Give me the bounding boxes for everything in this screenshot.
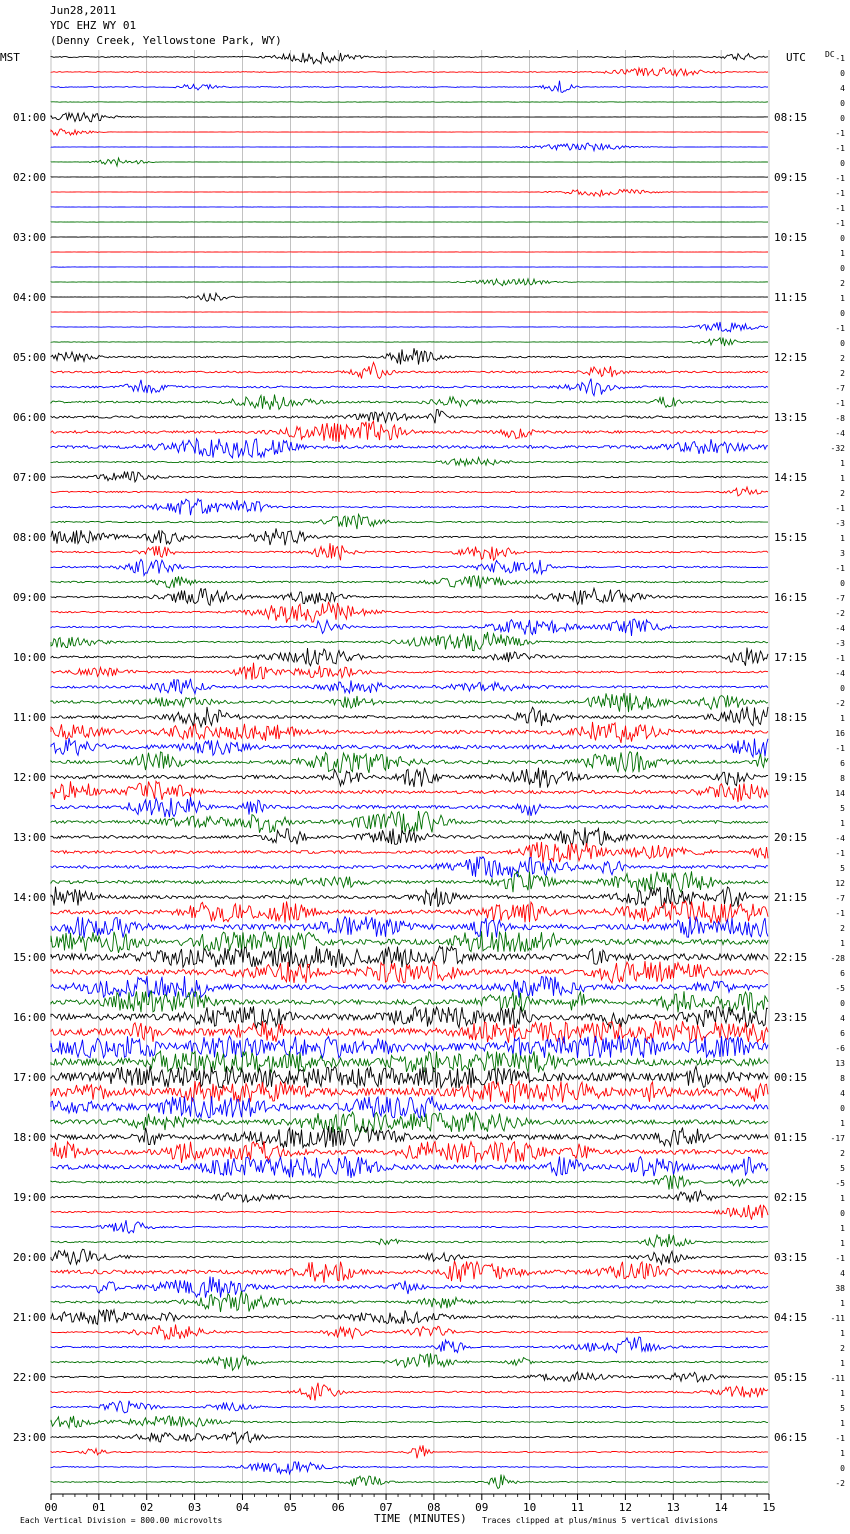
dc-offset-value: 0 (840, 159, 845, 168)
trace-row-23 (51, 395, 768, 410)
dc-offset-value: 13 (835, 1059, 845, 1068)
dc-offset-value: 0 (840, 1209, 845, 1218)
x-tick-label: 12 (618, 1501, 633, 1514)
trace-row-21 (51, 362, 768, 378)
trace-row-30 (51, 499, 768, 515)
dc-offset-value: -28 (830, 954, 845, 963)
utc-hour-label: 17:15 (774, 651, 808, 664)
dc-offset-value: -3 (835, 639, 845, 648)
trace-row-32 (51, 528, 768, 545)
x-tick-label: 03 (187, 1501, 202, 1514)
dc-offset-value: 1 (840, 1224, 845, 1233)
dc-offset-value: 5 (840, 804, 845, 813)
utc-hour-label: 19:15 (774, 771, 808, 784)
trace-row-51 (51, 811, 768, 833)
dc-offset-value: 0 (840, 309, 845, 318)
utc-hour-label: 20:15 (774, 831, 808, 844)
trace-row-50 (51, 797, 768, 817)
dc-offset-value: -4 (835, 834, 845, 843)
mst-hour-label: 15:00 (13, 951, 47, 964)
dc-offset-value: -8 (835, 414, 845, 423)
trace-row-57 (51, 901, 768, 923)
trace-row-29 (51, 487, 768, 496)
trace-row-67 (51, 1051, 768, 1073)
mst-hour-label: 19:00 (13, 1191, 47, 1204)
dc-offset-value: -1 (835, 654, 845, 663)
dc-offset-value: -7 (835, 384, 845, 393)
dc-offset-value: 6 (840, 1029, 845, 1038)
dc-offset-value: 0 (840, 339, 845, 348)
dc-offset-value: -4 (835, 429, 845, 438)
clip-note: Traces clipped at plus/minus 5 vertical divisions (482, 1516, 719, 1525)
dc-offset-value: -1 (835, 744, 845, 753)
dc-offset-value: -2 (835, 609, 845, 618)
dc-offset-value: -1 (835, 1434, 845, 1443)
dc-offset-value: -32 (830, 444, 845, 453)
trace-row-15 (51, 279, 768, 286)
dc-offset-value: 0 (840, 99, 845, 108)
utc-hour-label: 13:15 (774, 411, 808, 424)
trace-row-45 (51, 722, 768, 743)
trace-row-9 (51, 189, 768, 196)
dc-offset-value: -17 (830, 1134, 845, 1143)
dc-offset-value: 1 (840, 1389, 845, 1398)
dc-offset-value: -4 (835, 669, 845, 678)
dc-offset-value: -1 (835, 849, 845, 858)
dc-offset-value: 1 (840, 1239, 845, 1248)
dc-offset-value: 16 (835, 729, 845, 738)
mst-hour-label: 12:00 (13, 771, 47, 784)
trace-row-83 (51, 1291, 768, 1312)
dc-offset-value: -11 (830, 1314, 845, 1323)
mst-hour-label: 23:00 (13, 1431, 47, 1444)
trace-row-72 (51, 1126, 768, 1148)
dc-offset-value: 1 (840, 294, 845, 303)
x-tick-label: 09 (475, 1501, 489, 1514)
trace-row-54 (51, 857, 768, 878)
dc-offset-value: -1 (835, 1254, 845, 1263)
dc-offset-value: 2 (840, 1344, 845, 1353)
dc-offset-value: -1 (835, 219, 845, 228)
trace-row-25 (51, 421, 768, 442)
trace-row-90 (51, 1401, 768, 1413)
trace-row-73 (51, 1141, 768, 1163)
x-tick-label: 06 (331, 1501, 345, 1514)
trace-row-16 (51, 293, 768, 301)
dc-offset-value: -1 (835, 504, 845, 513)
trace-row-2 (51, 81, 768, 93)
trace-row-24 (51, 410, 768, 424)
station-location: (Denny Creek, Yellowstone Park, WY) (50, 34, 282, 47)
trace-row-36 (51, 588, 768, 605)
mst-hour-label: 14:00 (13, 891, 47, 904)
dc-offset-value: 4 (840, 1089, 845, 1098)
trace-row-79 (51, 1234, 768, 1247)
mst-hour-label: 04:00 (13, 291, 47, 304)
utc-hour-label: 16:15 (774, 591, 808, 604)
trace-row-85 (51, 1325, 768, 1340)
utc-hour-label: 03:15 (774, 1251, 808, 1264)
dc-offset-value: -1 (835, 144, 845, 153)
dc-offset-value: -7 (835, 894, 845, 903)
dc-offset-value: -1 (835, 324, 845, 333)
x-tick-label: 08 (427, 1501, 441, 1514)
trace-row-87 (51, 1353, 768, 1370)
x-tick-label: 07 (379, 1501, 393, 1514)
utc-hour-label: 22:15 (774, 951, 808, 964)
dc-offset-value: 1 (840, 1299, 845, 1308)
dc-header-label: DC (825, 50, 835, 59)
dc-offset-value: -1 (835, 909, 845, 918)
trace-row-81 (51, 1261, 768, 1283)
utc-zone-label: UTC (786, 51, 806, 64)
x-tick-label: 04 (235, 1501, 250, 1514)
trace-row-92 (51, 1432, 768, 1444)
dc-offset-value: 3 (840, 549, 845, 558)
trace-row-80 (51, 1249, 768, 1264)
dc-offset-value: -2 (835, 699, 845, 708)
x-tick-label: 01 (92, 1501, 106, 1514)
trace-row-42 (51, 679, 768, 694)
dc-offset-value: -5 (835, 1179, 845, 1188)
trace-row-86 (51, 1337, 768, 1353)
trace-row-74 (51, 1156, 768, 1178)
trace-row-7 (51, 158, 768, 166)
dc-offset-value: -3 (835, 519, 845, 528)
trace-row-59 (51, 931, 768, 953)
dc-offset-value: 5 (840, 1404, 845, 1413)
dc-offset-value: 1 (840, 474, 845, 483)
utc-hour-label: 08:15 (774, 111, 808, 124)
dc-offset-value: -2 (835, 1479, 845, 1488)
dc-offset-value: 1 (840, 939, 845, 948)
dc-offset-value: 1 (840, 1194, 845, 1203)
dc-offset-value: 1 (840, 459, 845, 468)
dc-offset-value: 0 (840, 264, 845, 273)
trace-row-56 (51, 887, 768, 908)
trace-row-77 (51, 1205, 768, 1220)
seismic-traces (51, 52, 768, 1489)
trace-row-78 (51, 1220, 768, 1233)
trace-row-93 (51, 1445, 768, 1458)
dc-offset-value: -7 (835, 594, 845, 603)
x-tick-label: 14 (714, 1501, 728, 1514)
utc-hour-label: 09:15 (774, 171, 808, 184)
utc-hour-label: 06:15 (774, 1431, 808, 1444)
trace-row-88 (51, 1372, 768, 1382)
trace-row-48 (51, 768, 768, 788)
trace-row-39 (51, 632, 768, 651)
trace-row-37 (51, 602, 768, 623)
dc-offset-value: 5 (840, 864, 845, 873)
dc-offset-value: 0 (840, 999, 845, 1008)
dc-offset-value: 1 (840, 249, 845, 258)
dc-offset-value: 0 (840, 234, 845, 243)
trace-row-20 (51, 348, 768, 364)
trace-row-22 (51, 379, 768, 396)
trace-row-91 (51, 1416, 768, 1428)
dc-offset-value: 1 (840, 1419, 845, 1428)
dc-offset-value: 2 (840, 354, 845, 363)
time-axis (44, 1494, 775, 1514)
dc-offset-value: -1 (835, 399, 845, 408)
dc-offset-value: 1 (840, 714, 845, 723)
dc-offset-value: 38 (835, 1284, 845, 1293)
dc-offset-value: 14 (835, 789, 845, 798)
x-tick-label: 13 (666, 1501, 680, 1514)
trace-row-19 (51, 338, 768, 346)
trace-row-76 (51, 1191, 768, 1203)
trace-row-84 (51, 1310, 768, 1325)
utc-hour-label: 05:15 (774, 1371, 808, 1384)
x-tick-label: 10 (523, 1501, 537, 1514)
trace-row-44 (51, 707, 768, 727)
dc-offset-value: 4 (840, 84, 845, 93)
station-code: YDC EHZ WY 01 (50, 19, 137, 32)
mst-hour-label: 10:00 (13, 651, 47, 664)
dc-offset-value: -5 (835, 984, 845, 993)
trace-row-95 (51, 1475, 768, 1489)
trace-row-38 (51, 619, 768, 636)
mst-hour-label: 08:00 (13, 531, 47, 544)
trace-row-43 (51, 693, 768, 712)
trace-row-62 (51, 976, 768, 998)
dc-offset-value: -6 (835, 1044, 845, 1053)
dc-offset-value: -1 (835, 129, 845, 138)
dc-offset-value: 0 (840, 114, 845, 123)
utc-hour-label: 12:15 (774, 351, 808, 364)
utc-hour-label: 21:15 (774, 891, 808, 904)
x-axis-title: TIME (MINUTES) (374, 1512, 467, 1525)
x-tick-label: 02 (140, 1501, 154, 1514)
dc-offset-value: 1 (840, 1119, 845, 1128)
mst-hour-label: 03:00 (13, 231, 47, 244)
dc-offset-value: 8 (840, 774, 845, 783)
x-tick-label: 15 (762, 1501, 776, 1514)
mst-hour-label: 21:00 (13, 1311, 47, 1324)
dc-offset-value: -1 (835, 174, 845, 183)
trace-row-33 (51, 543, 768, 560)
trace-row-0 (51, 52, 768, 64)
dc-offset-value: 6 (840, 969, 845, 978)
utc-hour-label: 11:15 (774, 291, 808, 304)
trace-row-58 (51, 917, 768, 938)
trace-row-26 (51, 439, 768, 458)
dc-offset-value: -1 (835, 189, 845, 198)
trace-row-40 (51, 648, 768, 666)
utc-hour-label: 23:15 (774, 1011, 808, 1024)
utc-hour-label: 10:15 (774, 231, 808, 244)
trace-row-27 (51, 457, 768, 465)
dc-offset-value: 12 (835, 879, 845, 888)
trace-row-31 (51, 514, 768, 529)
dc-offset-value: 0 (840, 579, 845, 588)
trace-row-82 (51, 1277, 768, 1298)
dc-offset-value: 1 (840, 1329, 845, 1338)
mst-hour-label: 05:00 (13, 351, 47, 364)
mst-hour-label: 09:00 (13, 591, 47, 604)
utc-hour-label: 04:15 (774, 1311, 808, 1324)
utc-hour-label: 14:15 (774, 471, 808, 484)
dc-offset-value: -11 (830, 1374, 845, 1383)
trace-row-75 (51, 1175, 768, 1190)
trace-row-53 (51, 842, 768, 863)
dc-offset-value: 2 (840, 489, 845, 498)
dc-offset-value: 0 (840, 1104, 845, 1113)
trace-row-89 (51, 1383, 768, 1401)
utc-hour-label: 02:15 (774, 1191, 808, 1204)
trace-row-94 (51, 1462, 768, 1474)
dc-offset-value: 0 (840, 684, 845, 693)
dc-offset-value: 1 (840, 1449, 845, 1458)
mst-hour-label: 22:00 (13, 1371, 47, 1384)
trace-row-28 (51, 472, 768, 482)
dc-offset-value: 6 (840, 759, 845, 768)
trace-row-5 (51, 129, 768, 136)
dc-offset-value: 0 (840, 69, 845, 78)
dc-offset-value: 1 (840, 1359, 845, 1368)
utc-hour-label: 00:15 (774, 1071, 808, 1084)
mst-hour-label: 20:00 (13, 1251, 47, 1264)
trace-row-71 (51, 1112, 768, 1133)
mst-hour-label: 06:00 (13, 411, 47, 424)
dc-offset-value: 0 (840, 1464, 845, 1473)
dc-offset-value: 1 (840, 819, 845, 828)
dc-offset-value: 4 (840, 1269, 845, 1278)
dc-offset-value: -1 (835, 204, 845, 213)
trace-row-47 (51, 752, 768, 773)
dc-offset-value: 2 (840, 369, 845, 378)
mst-hour-label: 16:00 (13, 1011, 47, 1024)
dc-offset-value: 5 (840, 1164, 845, 1173)
trace-row-61 (51, 961, 768, 983)
utc-hour-label: 15:15 (774, 531, 808, 544)
dc-offset-value: 2 (840, 924, 845, 933)
scale-note: Each Vertical Division = 800.00 microvolts (20, 1516, 223, 1525)
dc-offset-value: -1 (835, 54, 845, 63)
dc-offset-value: 1 (840, 534, 845, 543)
trace-row-4 (51, 113, 768, 122)
mst-hour-label: 11:00 (13, 711, 47, 724)
trace-row-70 (51, 1096, 768, 1118)
mst-hour-label: 13:00 (13, 831, 47, 844)
mst-zone-label: MST (0, 51, 20, 64)
mst-hour-label: 02:00 (13, 171, 47, 184)
utc-hour-label: 18:15 (774, 711, 808, 724)
plot-date: Jun28,2011 (50, 4, 117, 17)
trace-row-66 (51, 1036, 768, 1058)
x-tick-label: 05 (283, 1501, 297, 1514)
trace-row-41 (51, 663, 768, 680)
trace-row-1 (51, 68, 768, 76)
dc-offset-value: -1 (835, 564, 845, 573)
trace-row-65 (51, 1021, 768, 1043)
trace-row-52 (51, 827, 768, 846)
trace-row-18 (51, 322, 768, 332)
dc-offset-value: 4 (840, 1014, 845, 1023)
trace-row-46 (51, 738, 768, 757)
trace-row-35 (51, 576, 768, 589)
trace-row-34 (51, 559, 768, 575)
x-tick-label: 11 (570, 1501, 585, 1514)
dc-offset-value: -4 (835, 624, 845, 633)
mst-hour-label: 07:00 (13, 471, 47, 484)
trace-row-6 (51, 143, 768, 151)
dc-offset-value: 2 (840, 1149, 845, 1158)
dc-offset-column (831, 54, 846, 1488)
dc-offset-value: 2 (840, 279, 845, 288)
utc-hour-label: 01:15 (774, 1131, 808, 1144)
mst-hour-label: 17:00 (13, 1071, 47, 1084)
x-tick-label: 00 (44, 1501, 58, 1514)
trace-row-68 (51, 1066, 768, 1088)
mst-hour-label: 01:00 (13, 111, 47, 124)
mst-hour-label: 18:00 (13, 1131, 47, 1144)
dc-offset-value: 8 (840, 1074, 845, 1083)
